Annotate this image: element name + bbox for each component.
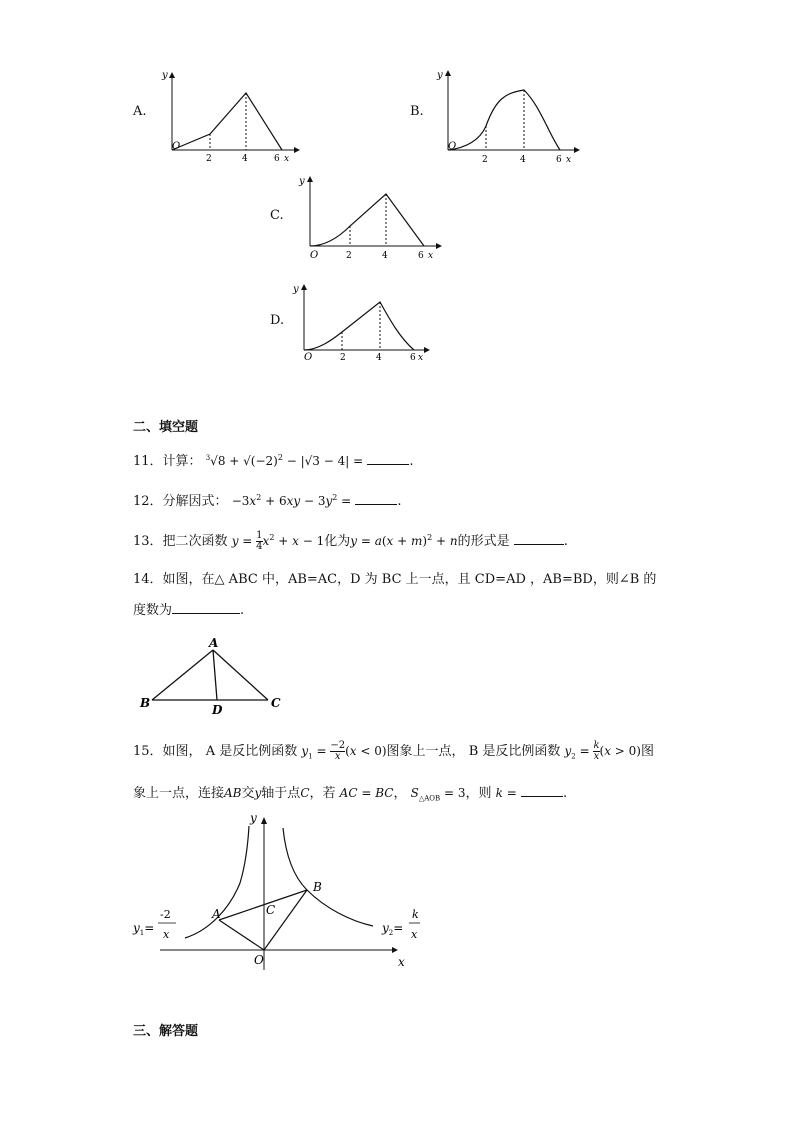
tick-6: 6: [410, 353, 416, 363]
q15-cond2: $S_{\triangle AOB} = 3$: [410, 786, 466, 803]
q15-text-a: 如图，: [162, 744, 202, 759]
option-b-graph: [436, 66, 581, 165]
tick-2: 2: [206, 154, 212, 164]
x-axis-label: x: [284, 154, 290, 164]
y-axis-label: y: [293, 284, 299, 295]
x-axis-label: x: [428, 251, 434, 261]
question-15-line1: [133, 740, 654, 762]
q13-text-post: 的形式是: [457, 534, 510, 549]
x-axis-label: x: [566, 155, 572, 165]
section-heading-solutions: 三、解答题: [133, 1024, 199, 1039]
q15-text-e: 图: [640, 744, 654, 759]
q15-cond1: AC = BC: [339, 786, 394, 800]
origin-label: O: [310, 250, 319, 261]
tick-2: 2: [346, 251, 352, 261]
origin-label: O: [448, 141, 457, 152]
q15-number: 15．: [133, 744, 163, 759]
hyp-x-label: x: [398, 955, 405, 969]
hyp-origin-label: O: [254, 953, 264, 967]
hyp-y-label: y: [250, 811, 257, 825]
q11-text: 计算：: [162, 454, 202, 469]
q13-answer-blank[interactable]: [514, 544, 564, 545]
q15-text-d: B 是反比例函数: [468, 744, 561, 759]
q15-text-b: A 是反比例函数: [205, 744, 298, 759]
q15-text-f: 象上一点，连接: [133, 786, 225, 801]
y1-label: $y_1=$: [133, 921, 155, 937]
question-14-line2: 度数为 .: [133, 603, 245, 618]
q13-function: y = $\frac{1}{4}$ $x^2 + x - 1$: [231, 530, 325, 552]
q15-k: k =: [495, 786, 517, 800]
option-d-graph: [292, 280, 437, 364]
option-a-graph: [160, 68, 300, 164]
hyperbola-figure: [130, 808, 420, 976]
q12-number: 12．: [133, 494, 163, 509]
q13-text-pre: 把二次函数: [162, 534, 228, 549]
q12-answer-blank[interactable]: [355, 504, 397, 505]
tick-4: 4: [382, 251, 388, 261]
tick-6: 6: [418, 251, 424, 261]
point-b-label: B: [313, 880, 322, 894]
option-a-label: A.: [133, 104, 147, 119]
triangle-abc-figure: [135, 632, 295, 718]
point-c-label: C: [266, 903, 276, 917]
x-axis-label: x: [418, 353, 424, 363]
q15-answer-blank[interactable]: [521, 796, 563, 797]
vertex-b-label: B: [140, 696, 151, 710]
origin-label: O: [304, 352, 313, 363]
q12-expression: $-3x^2 + 6xy - 3y^2$ =: [231, 493, 352, 508]
q14-answer-blank[interactable]: [172, 613, 240, 614]
option-c-graph: [298, 172, 443, 264]
tick-4: 4: [242, 154, 248, 164]
y2-numerator: k: [412, 908, 419, 921]
y-axis-label: y: [437, 70, 443, 81]
section-heading-fill-in: 二、填空题: [133, 420, 199, 435]
vertex-d-label: D: [212, 703, 223, 717]
y-axis-label: y: [162, 70, 168, 81]
tick-4: 4: [376, 353, 382, 363]
option-b-label: B.: [410, 104, 424, 119]
question-14-line1: [133, 568, 656, 587]
y2-denominator: x: [411, 928, 418, 941]
q12-text: 分解因式：: [162, 494, 228, 509]
question-15-line2: 象上一点，连接AB交y轴于点C，若 AC = BC， $S_{\triangle AOB} = 3$，则 k = .: [133, 786, 568, 803]
vertex-a-label: A: [209, 636, 219, 650]
y2-label: $y_2=$: [382, 921, 404, 937]
option-c-label: C.: [270, 208, 284, 223]
q13-text-mid: 化为: [324, 534, 351, 549]
question-11: 11．计算： $^3√8 + √(-2)^2 - |√3 - 4|$ = .: [133, 453, 414, 469]
q13-form: $y = a(x + m)^2 + n$: [350, 533, 458, 548]
q15-text-h: 轴于点: [261, 786, 301, 801]
y1-denominator: x: [163, 928, 170, 941]
tick-6: 6: [274, 154, 280, 164]
vertex-c-label: C: [271, 696, 281, 710]
tick-2: 2: [340, 353, 346, 363]
tick-6: 6: [556, 155, 562, 165]
y1-numerator: -2: [160, 908, 171, 921]
y-axis-label: y: [299, 176, 305, 187]
q15-func2: $y_2$ = $\frac{k}{x}$ (x > 0): [564, 740, 641, 762]
q13-number: 13．: [133, 534, 163, 549]
option-d-label: D.: [270, 313, 285, 328]
q15-text-k: ，则: [465, 786, 492, 801]
q14-line2: 度数为: [133, 603, 173, 618]
point-a-label: A: [212, 907, 221, 921]
q14-line1: 如图，在△ ABC 中，AB=AC，D 为 BC 上一点，且 CD=AD ，AB=BD，则∠B 的: [162, 572, 657, 587]
question-13: 13．把二次函数 y = $\frac{1}{4}$ $x^2 + x - 1$化为$y = a(x + m)^2 + n$的形式是 .: [133, 530, 568, 552]
q15-text-c: 图象上一点，: [386, 744, 465, 759]
q11-number: 11．: [133, 454, 163, 469]
q11-expression: $^3√8 + √(-2)^2 - |√3 - 4|$ =: [205, 453, 364, 468]
origin-label: O: [172, 141, 181, 152]
tick-2: 2: [482, 155, 488, 165]
q15-text-g: 交: [241, 786, 255, 801]
q15-text-j: ，: [393, 786, 407, 801]
q15-func1: $y_1$ = $\frac{-2}{x}$ (x < 0): [301, 740, 387, 762]
question-12: 12．分解因式： $-3x^2 + 6xy - 3y^2$ = .: [133, 493, 402, 509]
q11-answer-blank[interactable]: [367, 464, 409, 465]
q14-number: 14．: [133, 572, 163, 587]
tick-4: 4: [520, 155, 526, 165]
q15-text-i: ，若: [309, 786, 336, 801]
